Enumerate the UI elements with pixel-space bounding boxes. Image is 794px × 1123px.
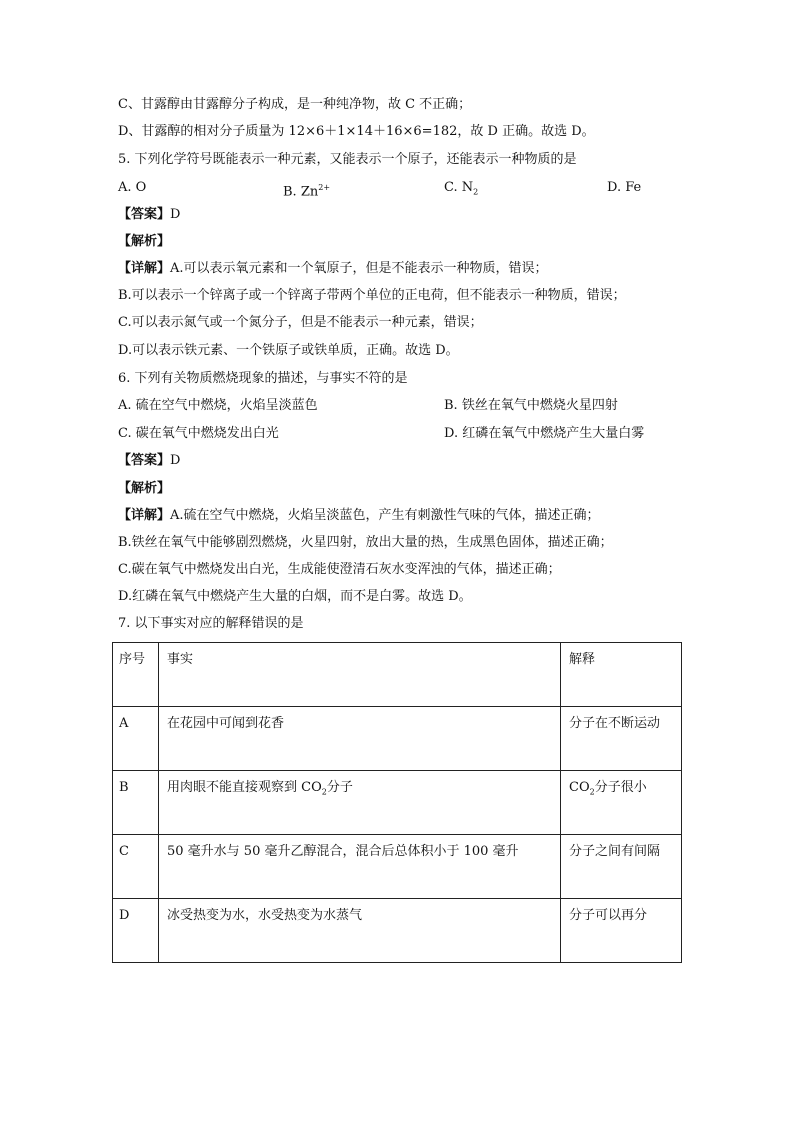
table-row [113,771,682,835]
row-explanation: 分子之间有间隔 [561,835,682,899]
q7-stem: 7. 以下事实对应的解释错误的是 [118,616,304,631]
row-fact: 在花园中可闻到花香 [159,707,561,771]
row-fact: 50 毫升水与 50 毫升乙醇混合，混合后总体积小于 100 毫升 [159,835,561,899]
q6-answer: 【答案】D [118,453,181,468]
q4-line-c: C、甘露醇由甘露醇分子构成，是一种纯净物，故 C 不正确； [118,97,472,112]
q6-stem: 6. 下列有关物质燃烧现象的描述，与事实不符的是 [118,371,408,386]
header-index: 序号 [113,643,159,707]
q5-option-a: A. O [118,180,147,195]
q5-option-c: C. $N_2$ [444,180,479,197]
q6-analysis-heading: 【解析】 [118,481,171,496]
q6-option-a: A. 硫在空气中燃烧，火焰呈淡蓝色 [118,398,318,413]
row-fact: 用肉眼不能直接观察到 $CO_2$分子 [159,771,561,835]
row-explanation: $CO_2$分子很小 [561,771,682,835]
q6-option-c: C. 碳在氧气中燃烧发出白光 [118,426,279,441]
row-explanation: 分子在不断运动 [561,707,682,771]
row-id: D [113,899,159,963]
header-fact: 事实 [159,643,561,707]
q6-detail-line-d: D.红磷在氧气中燃烧产生大量的白烟，而不是白雾。故选 D。 [118,589,472,604]
row-fact: 冰受热变为水，水受热变为水蒸气 [159,899,561,963]
q6-option-d: D. 红磷在氧气中燃烧产生大量白雾 [444,426,645,441]
q5-detail-line-b: B.可以表示一个锌离子或一个锌离子带两个单位的正电荷，但不能表示一种物质，错误； [118,288,626,303]
q5-analysis-heading: 【解析】 [118,234,171,249]
q7-table [112,642,682,963]
row-id: C [113,835,159,899]
table-row [113,835,682,899]
q6-option-b: B. 铁丝在氧气中燃烧火星四射 [444,398,618,413]
table-header-row [113,643,682,707]
q6-detail-line-a: 【详解】A.硫在空气中燃烧，火焰呈淡蓝色，产生有刺激性气味的气体，描述正确； [118,508,600,523]
header-explanation: 解释 [561,643,682,707]
q5-option-d: D. Fe [607,180,642,195]
row-id: B [113,771,159,835]
table-row [113,899,682,963]
q5-detail-line-c: C.可以表示氮气或一个氮分子，但是不能表示一种元素，错误； [118,315,483,330]
row-explanation: 分子可以再分 [561,899,682,963]
q5-stem: 5. 下列化学符号既能表示一种元素，又能表示一个原子，还能表示一种物质的是 [118,152,577,167]
q5-option-b: B. $Zn^{2+}$ [283,183,331,200]
q5-detail-line-a: 【详解】A.可以表示氧元素和一个氧原子，但是不能表示一种物质，错误； [118,261,548,276]
q4-line-d: D、甘露醇的相对分子质量为 12×6＋1×14＋16×6=182，故 D 正确。故选 D。 [118,124,595,139]
table-row [113,707,682,771]
q6-detail-line-b: B.铁丝在氧气中能够剧烈燃烧，火星四射，放出大量的热，生成黑色固体，描述正确； [118,535,613,550]
q6-detail-line-c: C.碳在氧气中燃烧发出白光，生成能使澄清石灰水变浑浊的气体，描述正确； [118,562,561,577]
q5-detail-line-d: D.可以表示铁元素、一个铁原子或铁单质，正确。故选 D。 [118,343,459,358]
q5-answer: 【答案】D [118,207,181,222]
row-id: A [113,707,159,771]
